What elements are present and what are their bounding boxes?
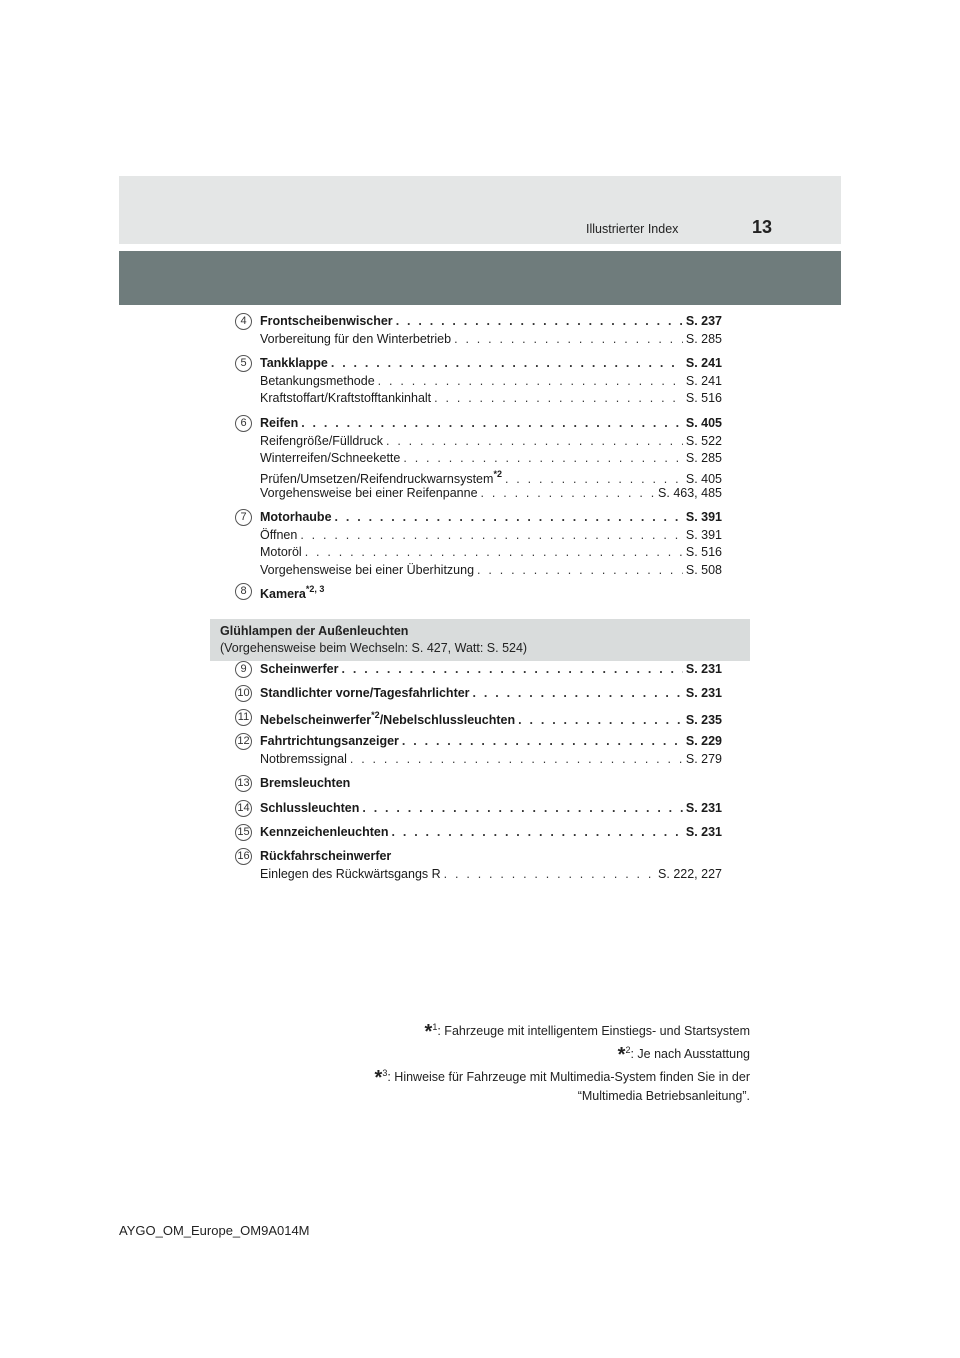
footnote-3: *$^3$: Hinweise für Fahrzeuge mit Multimedia-System finden Sie in der (374, 1067, 750, 1089)
entry-heading[interactable] (260, 686, 722, 704)
entry-heading[interactable] (260, 416, 722, 434)
entry-heading[interactable] (260, 734, 722, 752)
entry-heading[interactable] (260, 710, 722, 728)
dot-leader (454, 332, 683, 346)
entry-label: Bremsleuchten (260, 776, 351, 790)
header-band-dark (119, 251, 841, 305)
index-number-badge: 14 (235, 800, 252, 817)
entry-label: Frontscheibenwischer (260, 314, 393, 328)
page-reference[interactable]: S. 229 (685, 734, 722, 748)
entry-label: Prüfen/Umsetzen/Reifendruckwarnsystem$^{*2}$ (260, 468, 502, 486)
bulb-entry (260, 662, 722, 680)
entry-label: Betankungsmethode (260, 373, 375, 388)
entry-label: Notbremssignal (260, 751, 347, 766)
entry-label: Standlichter vorne/Tagesfahrlichter (260, 686, 470, 700)
index-number-badge: 12 (235, 733, 252, 750)
page-reference[interactable]: S. 405 (685, 471, 722, 486)
dot-leader (335, 510, 683, 524)
entry-heading[interactable] (260, 801, 722, 819)
entry-subitem[interactable] (260, 528, 722, 546)
page-reference[interactable]: S. 391 (685, 510, 722, 524)
index-number-badge: 8 (235, 583, 252, 600)
entry-subitem[interactable] (260, 374, 722, 392)
bulb-entry (260, 801, 722, 819)
index-number-badge: 10 (235, 685, 252, 702)
entry-heading[interactable] (260, 849, 722, 867)
document-id: AYGO_OM_Europe_OM9A014M (119, 1223, 310, 1238)
dot-leader (305, 545, 683, 559)
bulb-entry (260, 710, 722, 728)
entry-subitem[interactable] (260, 332, 722, 350)
page-reference[interactable]: S. 463, 485 (658, 486, 722, 500)
page-reference[interactable]: S. 508 (685, 562, 722, 577)
bulb-section-title: Glühlampen der Außenleuchten (220, 624, 409, 638)
entry-subitem[interactable] (260, 752, 722, 770)
entry-label: Reifen (260, 416, 299, 430)
entry-label: Reifengröße/Fülldruck (260, 433, 383, 448)
dot-leader (505, 472, 683, 486)
dot-leader (396, 314, 683, 328)
index-number-badge: 11 (235, 709, 252, 726)
entry-label: Vorgehensweise bei einer Reifenpanne (260, 486, 478, 500)
page-reference[interactable]: S. 231 (685, 662, 722, 676)
page-reference[interactable]: S. 222, 227 (658, 866, 722, 881)
entry-label: Vorgehensweise bei einer Überhitzung (260, 562, 475, 577)
entry-label: Rückfahrscheinwerfer (260, 849, 392, 863)
entry-heading[interactable] (260, 314, 722, 332)
header-band-light (119, 176, 841, 244)
entry-heading[interactable] (260, 662, 722, 680)
entry-subitem[interactable] (260, 867, 722, 885)
entry-label: Schlussleuchten (260, 801, 360, 815)
dot-leader (434, 391, 683, 405)
page-reference[interactable]: S. 241 (685, 356, 722, 370)
bulb-entry (260, 686, 722, 704)
footnote-1: *$^1$: Fahrzeuge mit intelligentem Einstiegs- und Startsystem (424, 1021, 750, 1043)
footnotes (375, 1018, 750, 1105)
page-number: 13 (752, 217, 773, 237)
footnote-reference: *2, 3 (305, 584, 325, 594)
entry-heading[interactable] (260, 356, 722, 374)
page-reference[interactable]: S. 285 (685, 331, 722, 346)
footnote-2: *$^2$: Je nach Ausstattung (617, 1044, 750, 1066)
page-reference[interactable]: S. 237 (685, 314, 722, 328)
index-number-badge: 4 (235, 313, 252, 330)
dot-leader (392, 825, 683, 839)
entry-label: Vorbereitung für den Winterbetrieb (260, 331, 452, 346)
index-entry (260, 584, 722, 602)
page-reference[interactable]: S. 231 (685, 825, 722, 839)
entry-subitem[interactable] (260, 391, 722, 409)
entry-label: Tankklappe (260, 356, 328, 370)
bulb-entry (260, 776, 722, 794)
entry-subitem[interactable] (260, 486, 722, 504)
footnote-reference: *2 (493, 468, 502, 479)
dot-leader (403, 451, 683, 465)
footnote-3-continued: “Multimedia Betriebsanleitung”. (577, 1089, 750, 1103)
index-number-badge: 5 (235, 355, 252, 372)
entry-label: Fahrtrichtungsanzeiger (260, 734, 399, 748)
entry-heading[interactable] (260, 776, 722, 794)
dot-leader (473, 686, 683, 700)
footnote-reference: *2 (371, 710, 380, 720)
bulb-entry (260, 849, 722, 884)
dot-leader (386, 434, 683, 448)
entry-heading[interactable] (260, 825, 722, 843)
entry-subitem[interactable] (260, 434, 722, 452)
dot-leader (300, 528, 683, 542)
index-number-badge: 15 (235, 824, 252, 841)
entry-label: Scheinwerfer (260, 662, 339, 676)
page-reference[interactable]: S. 241 (685, 373, 722, 388)
dot-leader (477, 563, 683, 577)
index-entry (260, 416, 722, 504)
entry-heading[interactable] (260, 510, 722, 528)
bulb-entry (260, 825, 722, 843)
dot-leader (518, 713, 683, 727)
entry-label: Kraftstoffart/Kraftstofftankinhalt (260, 391, 432, 405)
entry-label: Kennzeichenleuchten (260, 825, 389, 839)
dot-leader (331, 356, 683, 370)
entry-subitem[interactable] (260, 563, 722, 581)
entry-label: Einlegen des Rückwärtsgangs R (260, 866, 441, 881)
entry-label: Kamera$^{*2, 3}$ (260, 584, 325, 601)
index-number-badge: 6 (235, 415, 252, 432)
dot-leader (481, 486, 656, 500)
dot-leader (402, 734, 683, 748)
page-reference[interactable]: S. 279 (685, 751, 722, 766)
index-number-badge: 9 (235, 661, 252, 678)
dot-leader (378, 374, 683, 388)
page-reference[interactable]: S. 231 (685, 686, 722, 700)
index-number-badge: 16 (235, 848, 252, 865)
index-entry (260, 510, 722, 580)
dot-leader (444, 867, 655, 881)
entry-label: Winterreifen/Schneekette (260, 451, 401, 465)
index-number-badge: 7 (235, 509, 252, 526)
index-number-badge: 13 (235, 775, 252, 792)
entry-label: Motoröl (260, 545, 302, 559)
dot-leader (362, 801, 683, 815)
bulb-entry (260, 734, 722, 769)
entry-label: Nebelscheinwerfer$^{*2}$/Nebelschlussleuchten (260, 710, 516, 727)
index-entry (260, 356, 722, 409)
bulb-section-subtitle: (Vorgehensweise beim Wechseln: S. 427, Watt: S. 524) (220, 641, 528, 655)
page-reference[interactable]: S. 405 (685, 416, 722, 430)
entry-subitem[interactable] (260, 451, 722, 469)
entry-subitem[interactable] (260, 469, 722, 487)
page-reference[interactable]: S. 235 (685, 713, 722, 727)
dot-leader (342, 662, 683, 676)
entry-label: Motorhaube (260, 510, 332, 524)
section-title: Illustrierter Index (586, 222, 679, 236)
page-reference[interactable]: S. 516 (685, 545, 722, 559)
page-reference[interactable]: S. 231 (685, 801, 722, 815)
page-reference[interactable]: S. 391 (685, 527, 722, 542)
index-entry (260, 314, 722, 349)
page-reference[interactable]: S. 516 (685, 391, 722, 405)
dot-leader (350, 752, 683, 766)
entry-heading[interactable] (260, 584, 722, 602)
entry-label: Öffnen (260, 527, 298, 542)
dot-leader (301, 416, 683, 430)
page-reference[interactable]: S. 522 (685, 433, 722, 448)
entry-subitem[interactable] (260, 545, 722, 563)
page-reference[interactable]: S. 285 (685, 451, 722, 465)
